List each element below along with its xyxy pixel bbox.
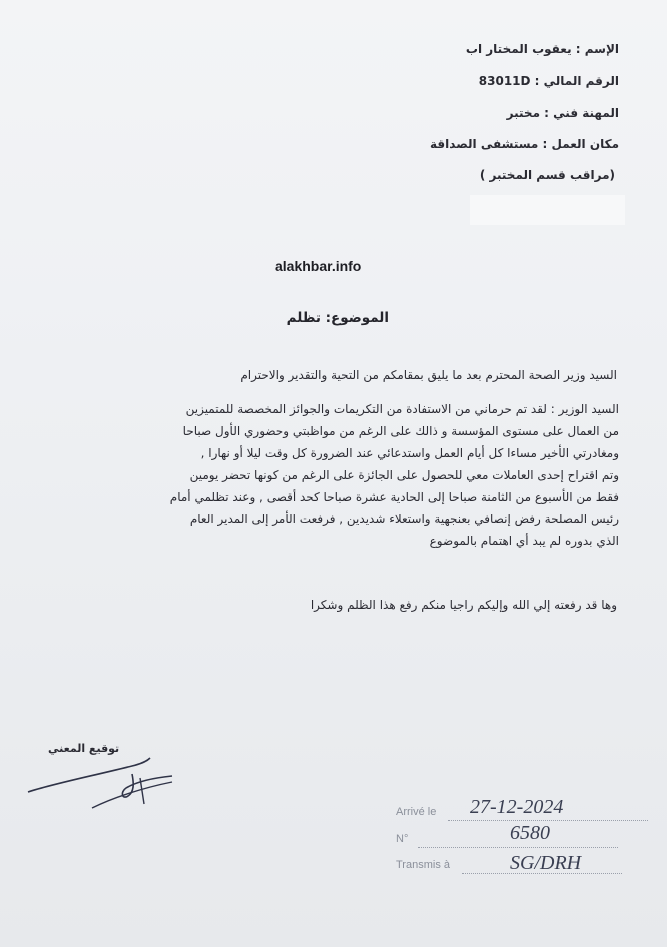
stamp-transmis-label: Transmis à — [396, 859, 450, 871]
blank-patch — [470, 195, 625, 225]
signature-label: توقيع المعني — [48, 742, 120, 755]
stamp-arrive-dots — [448, 820, 648, 821]
workplace-line: مكان العمل : مستشفى الصداقة — [430, 137, 619, 151]
signature-icon — [22, 748, 182, 818]
closing-line: وها قد رفعته إلي الله وإليكم راجيا منكم رفع هذا الظلم وشكرا — [310, 598, 617, 612]
body-line-1: السيد الوزير : لقد تم حرماني من الاستفادة من التكريمات والجوائز المخصصة للمتميزين — [185, 402, 619, 416]
salutation: السيد وزير الصحة المحترم بعد ما يليق بمقامكم من التحية والتقدير والاحترام — [240, 368, 617, 382]
body-line-5: فقط من الأسبوع من الثامنة صباحا إلى الحادية عشرة صباحا كحد أقصى , وعند تظلمي أمام — [169, 490, 619, 504]
stamp-number-label: N° — [396, 833, 409, 845]
subject-line: الموضوع: تظلم — [286, 310, 389, 326]
stamp-arrive-label: Arrivé le — [396, 806, 437, 818]
body-line-3: ومغادرتي الأخير مساءا كل أيام العمل واستدعائي عند الضرورة كل وقت ليلا أو نهارا , — [200, 446, 619, 460]
body-line-6: رئيس المصلحة رفض إنصافي بعنجهية واستعلاء شديدين , فرفعت الأمر إلى المدير العام — [189, 512, 619, 526]
position-note: (مراقب قسم المختبر ) — [479, 168, 615, 182]
stamp-number-dots — [418, 847, 618, 848]
stamp-arrive-value: 27-12-2024 — [470, 796, 564, 818]
watermark: alakhbar.info — [275, 258, 362, 274]
financial-number-line: الرقم المالي : 83011D — [478, 74, 619, 88]
stamp-transmis-value: SG/DRH — [510, 852, 582, 874]
profession-line: المهنة فني : مختبر — [506, 106, 619, 120]
body-line-7: الذي بدوره لم يبد أي اهتمام بالموضوع — [429, 534, 619, 548]
name-line: الإسم : يعقوب المختار اب — [465, 42, 619, 56]
body-line-4: وتم اقتراح إحدى العاملات معي للحصول على الجائزة على الرغم من كونها تحضر يومين — [189, 468, 619, 482]
stamp-number-value: 6580 — [510, 822, 550, 844]
body-line-2: من العمال على مستوى المؤسسة و ذالك على الرغم من مواظبتي وحضوري الأول صباحا — [182, 424, 619, 438]
